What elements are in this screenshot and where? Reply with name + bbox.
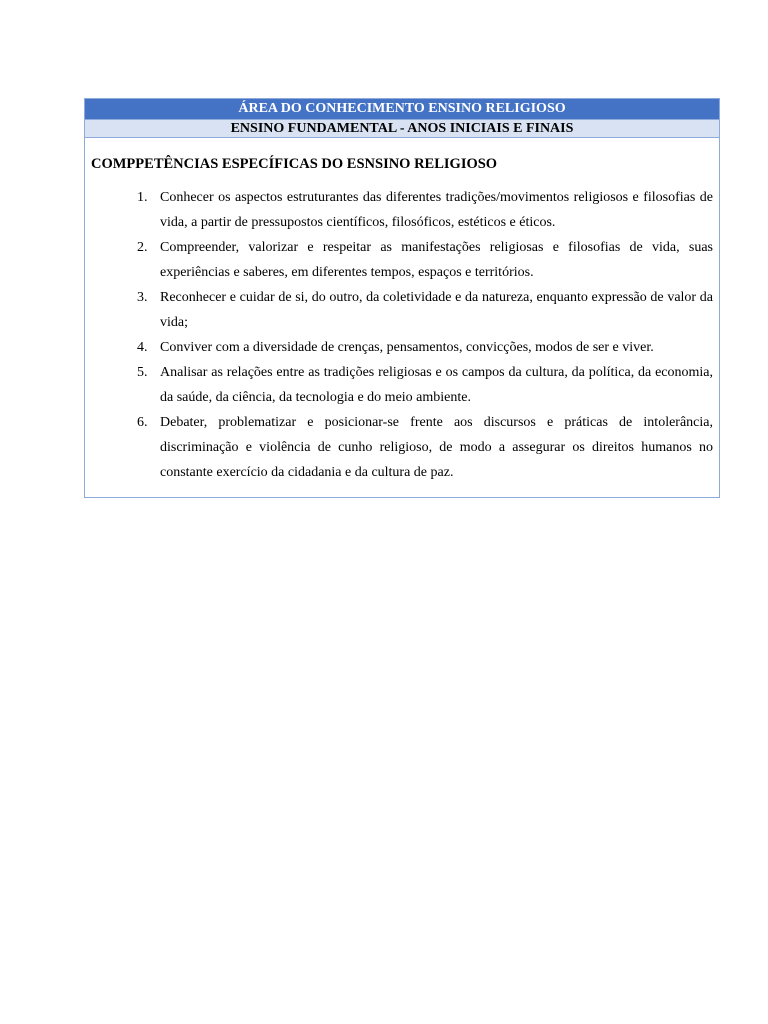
list-item-number: 5. <box>137 365 148 380</box>
list-item-number: 4. <box>137 340 148 355</box>
list-item <box>91 360 713 410</box>
list-item-text: Analisar as relações entre as tradições religiosas e os campos da cultura, da política, da economia, da saúde, da ciência, da tecnologia e do meio ambiente. <box>160 365 713 405</box>
level-title: ENSINO FUNDAMENTAL - ANOS INICIAIS E FINAIS <box>85 120 719 138</box>
list-item-text: Conviver com a diversidade de crenças, pensamentos, convicções, modos de ser e viver. <box>160 340 654 355</box>
list-item-text: Conhecer os aspectos estruturantes das diferentes tradições/movimentos religiosos e filosofias de vida, a partir de pressupostos científicos, filosóficos, estéticos e éticos. <box>160 190 713 230</box>
area-title: ÁREA DO CONHECIMENTO ENSINO RELIGIOSO <box>85 99 719 120</box>
list-item-number: 3. <box>137 290 148 305</box>
competencies-table <box>84 98 720 498</box>
list-item <box>91 235 713 285</box>
competencies-list <box>91 185 713 485</box>
list-item-number: 2. <box>137 240 148 255</box>
list-item-number: 6. <box>137 415 148 430</box>
list-item-text: Debater, problematizar e posicionar-se frente aos discursos e práticas de intolerância, discriminação e violência de cunho religioso, de modo a assegurar os direitos humanos no constante exercício da cidadania e da cultura de paz. <box>160 415 713 480</box>
list-item <box>91 185 713 235</box>
list-item-text: Compreender, valorizar e respeitar as manifestações religiosas e filosofias de vida, suas experiências e saberes, em diferentes tempos, espaços e territórios. <box>160 240 713 280</box>
table-content <box>85 155 719 485</box>
list-item <box>91 410 713 485</box>
list-item <box>91 335 713 360</box>
list-item-number: 1. <box>137 190 148 205</box>
list-item-text: Reconhecer e cuidar de si, do outro, da coletividade e da natureza, enquanto expressão de valor da vida; <box>160 290 713 330</box>
list-item <box>91 285 713 335</box>
section-title: COMPPETÊNCIAS ESPECÍFICAS DO ESNSINO RELIGIOSO <box>91 156 498 172</box>
